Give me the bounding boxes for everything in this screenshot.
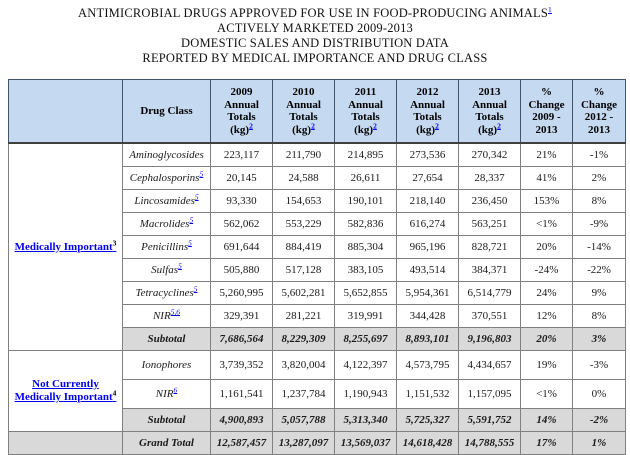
value-cell: 4,122,397 bbox=[335, 351, 397, 380]
footnote-link[interactable]: 5 bbox=[193, 284, 198, 294]
col-header-2013 bbox=[459, 80, 521, 144]
value-cell: 517,128 bbox=[273, 259, 335, 282]
value-cell: 329,391 bbox=[211, 305, 273, 328]
value-cell: 7,686,564 bbox=[211, 328, 273, 351]
value-cell: 14,788,555 bbox=[459, 432, 521, 455]
annual-label: Annual bbox=[286, 98, 321, 111]
value-cell: 21% bbox=[521, 143, 573, 167]
value-cell: -3% bbox=[573, 351, 626, 380]
annual-label: Annual bbox=[348, 98, 383, 111]
value-cell: 6,514,779 bbox=[459, 282, 521, 305]
drug-class-cell: Cephalosporins$^5$ bbox=[123, 167, 211, 190]
value-cell: 344,428 bbox=[397, 305, 459, 328]
value-cell: 20,145 bbox=[211, 167, 273, 190]
footnote-2-link[interactable]: 2 bbox=[497, 120, 501, 130]
range-start: 2012 - bbox=[584, 111, 614, 123]
value-cell: 14,618,428 bbox=[397, 432, 459, 455]
subtotal-label-cell: Subtotal bbox=[123, 328, 211, 351]
value-cell: 0% bbox=[573, 380, 626, 409]
totals-label: Totals bbox=[289, 111, 318, 123]
value-cell: 218,140 bbox=[397, 190, 459, 213]
footnote-1-link[interactable]: 1 bbox=[548, 4, 552, 14]
value-cell: 383,105 bbox=[335, 259, 397, 282]
year-label: 2012 bbox=[416, 86, 439, 98]
value-cell: 12,587,457 bbox=[211, 432, 273, 455]
totals-label: Totals bbox=[227, 111, 256, 123]
value-cell: 273,536 bbox=[397, 143, 459, 167]
value-cell: 8% bbox=[573, 305, 626, 328]
year-label: 2009 bbox=[230, 86, 253, 98]
value-cell: 27,654 bbox=[397, 167, 459, 190]
value-cell: 14% bbox=[521, 409, 573, 432]
footnote-2-link[interactable]: 2 bbox=[435, 120, 439, 130]
footnote-3-marker: 3 bbox=[112, 237, 117, 247]
drug-class-cell: Aminoglycosides bbox=[123, 143, 211, 167]
title-line-4: REPORTED BY MEDICAL IMPORTANCE AND DRUG CLASS bbox=[142, 51, 488, 65]
pct-sign: % bbox=[541, 86, 552, 98]
col-header-2009 bbox=[211, 80, 273, 144]
value-cell: 24,588 bbox=[273, 167, 335, 190]
totals-label: Totals bbox=[413, 111, 442, 123]
annual-label: Annual bbox=[472, 98, 507, 111]
footnote-link[interactable]: 6 bbox=[173, 385, 178, 395]
pct-sign: % bbox=[593, 86, 605, 98]
col-header-pct-change-2012-2013 bbox=[573, 80, 626, 144]
range-end: 2013 bbox=[535, 123, 558, 136]
value-cell: 965,196 bbox=[397, 236, 459, 259]
value-cell: 270,342 bbox=[459, 143, 521, 167]
value-cell: 17% bbox=[521, 432, 573, 455]
value-cell: 211,790 bbox=[273, 143, 335, 167]
value-cell: <1% bbox=[521, 213, 573, 236]
drug-class-cell: Sulfas$^5$ bbox=[123, 259, 211, 282]
kg-label: (kg)$^2$ bbox=[478, 120, 501, 136]
value-cell: 1,237,784 bbox=[273, 380, 335, 409]
value-cell: 1,157,095 bbox=[459, 380, 521, 409]
footnote-4-marker: 4 bbox=[112, 388, 117, 398]
value-cell: 2% bbox=[573, 167, 626, 190]
value-cell: 4,900,893 bbox=[211, 409, 273, 432]
value-cell: 5,260,995 bbox=[211, 282, 273, 305]
document-title-block bbox=[0, 0, 630, 66]
footnote-link[interactable]: 5,6 bbox=[170, 307, 181, 317]
value-cell: 190,101 bbox=[335, 190, 397, 213]
value-cell: 691,644 bbox=[211, 236, 273, 259]
footnote-link[interactable]: 5 bbox=[189, 215, 194, 225]
not-currently-medically-important-link[interactable]: Not Currently Medically Important$^4$ bbox=[14, 378, 117, 403]
annual-label: Annual bbox=[410, 98, 445, 111]
value-cell: -9% bbox=[573, 213, 626, 236]
value-cell: 553,229 bbox=[273, 213, 335, 236]
value-cell: 41% bbox=[521, 167, 573, 190]
kg-label: (kg)$^2$ bbox=[354, 120, 377, 136]
footnote-2-link[interactable]: 2 bbox=[373, 120, 377, 130]
value-cell: 370,551 bbox=[459, 305, 521, 328]
range-start: 2009 - bbox=[532, 111, 561, 123]
change-label: Change bbox=[528, 98, 565, 111]
drug-class-cell: Penicillins$^5$ bbox=[123, 236, 211, 259]
value-cell: 153% bbox=[521, 190, 573, 213]
value-cell: 5,602,281 bbox=[273, 282, 335, 305]
value-cell: 5,313,340 bbox=[335, 409, 397, 432]
value-cell: 19% bbox=[521, 351, 573, 380]
value-cell: 3,820,004 bbox=[273, 351, 335, 380]
table-row-ionophores bbox=[9, 351, 626, 380]
value-cell: 3,739,352 bbox=[211, 351, 273, 380]
value-cell: 384,371 bbox=[459, 259, 521, 282]
value-cell: 3% bbox=[573, 328, 626, 351]
col-header-2010 bbox=[273, 80, 335, 144]
footnote-link[interactable]: 5 bbox=[199, 169, 204, 179]
value-cell: 5,652,855 bbox=[335, 282, 397, 305]
range-end: 2013 bbox=[588, 123, 610, 136]
drug-class-cell: NIR$^{5,6}$ bbox=[123, 305, 211, 328]
value-cell: 562,062 bbox=[211, 213, 273, 236]
subtotal-label-cell: Subtotal bbox=[123, 409, 211, 432]
value-cell: 1% bbox=[573, 432, 626, 455]
value-cell: <1% bbox=[521, 380, 573, 409]
title-line-1 bbox=[0, 6, 630, 21]
value-cell: 28,337 bbox=[459, 167, 521, 190]
footnote-link[interactable]: 5 bbox=[178, 261, 182, 271]
year-label: 2013 bbox=[478, 86, 501, 98]
kg-label: (kg)$^2$ bbox=[416, 120, 439, 136]
value-cell: 8,893,101 bbox=[397, 328, 459, 351]
value-cell: 884,419 bbox=[273, 236, 335, 259]
value-cell: 1,190,943 bbox=[335, 380, 397, 409]
value-cell: 616,274 bbox=[397, 213, 459, 236]
annual-label: Annual bbox=[224, 98, 259, 111]
group-cell-medically-important bbox=[9, 143, 123, 351]
value-cell: 13,569,037 bbox=[335, 432, 397, 455]
value-cell: 12% bbox=[521, 305, 573, 328]
kg-label: (kg)$^2$ bbox=[292, 120, 315, 136]
drug-class-cell: Tetracyclines$^5$ bbox=[123, 282, 211, 305]
value-cell: 8,255,697 bbox=[335, 328, 397, 351]
value-cell: 885,304 bbox=[335, 236, 397, 259]
value-cell: 9% bbox=[573, 282, 626, 305]
grand-total-row bbox=[9, 432, 626, 455]
value-cell: 9,196,803 bbox=[459, 328, 521, 351]
value-cell: 4,434,657 bbox=[459, 351, 521, 380]
grand-total-left-cell bbox=[9, 432, 123, 455]
value-cell: 5,591,752 bbox=[459, 409, 521, 432]
col-header-pct-change-2009-2013 bbox=[521, 80, 573, 144]
value-cell: 8,229,309 bbox=[273, 328, 335, 351]
footnote-link[interactable]: 5 bbox=[194, 192, 199, 202]
value-cell: -14% bbox=[573, 236, 626, 259]
change-label: Change bbox=[580, 98, 618, 111]
value-cell: -24% bbox=[521, 259, 573, 282]
value-cell: 223,117 bbox=[211, 143, 273, 167]
drug-class-cell: Lincosamides$^5$ bbox=[123, 190, 211, 213]
value-cell: 154,653 bbox=[273, 190, 335, 213]
grand-total-label-cell: Grand Total bbox=[123, 432, 211, 455]
value-cell: 8% bbox=[573, 190, 626, 213]
value-cell: -1% bbox=[573, 143, 626, 167]
footnote-link[interactable]: 5 bbox=[188, 238, 192, 248]
footnote-2-link[interactable]: 2 bbox=[249, 120, 253, 130]
value-cell: 5,954,361 bbox=[397, 282, 459, 305]
value-cell: 582,836 bbox=[335, 213, 397, 236]
value-cell: 26,611 bbox=[335, 167, 397, 190]
header-row bbox=[9, 80, 626, 144]
value-cell: -22% bbox=[573, 259, 626, 282]
totals-label: Totals bbox=[351, 111, 380, 123]
title-text: ANTIMICROBIAL DRUGS APPROVED FOR USE IN FOOD-PRODUCING ANIMALS bbox=[78, 6, 548, 20]
totals-label: Totals bbox=[475, 111, 504, 123]
year-label: 2011 bbox=[354, 86, 377, 98]
value-cell: 1,151,532 bbox=[397, 380, 459, 409]
value-cell: 505,880 bbox=[211, 259, 273, 282]
value-cell: 281,221 bbox=[273, 305, 335, 328]
value-cell: 1,161,541 bbox=[211, 380, 273, 409]
value-cell: 20% bbox=[521, 236, 573, 259]
value-cell: 828,721 bbox=[459, 236, 521, 259]
table-row-aminoglycosides bbox=[9, 143, 626, 167]
sales-distribution-table bbox=[8, 79, 626, 455]
value-cell: 563,251 bbox=[459, 213, 521, 236]
drug-class-cell: Ionophores bbox=[123, 351, 211, 380]
col-header-2012 bbox=[397, 80, 459, 144]
drug-class-cell: Macrolides$^5$ bbox=[123, 213, 211, 236]
footnote-2-link[interactable]: 2 bbox=[311, 120, 315, 130]
value-cell: 4,573,795 bbox=[397, 351, 459, 380]
value-cell: -2% bbox=[573, 409, 626, 432]
value-cell: 493,514 bbox=[397, 259, 459, 282]
value-cell: 5,057,788 bbox=[273, 409, 335, 432]
col-header-drug-class: Drug Class bbox=[123, 80, 211, 144]
group-cell-not-currently-medically-important bbox=[9, 351, 123, 432]
col-header-2011 bbox=[335, 80, 397, 144]
title-line-3: DOMESTIC SALES AND DISTRIBUTION DATA bbox=[180, 36, 449, 50]
value-cell: 24% bbox=[521, 282, 573, 305]
value-cell: 13,287,097 bbox=[273, 432, 335, 455]
value-cell: 20% bbox=[521, 328, 573, 351]
value-cell: 214,895 bbox=[335, 143, 397, 167]
medically-important-link[interactable]: Medically Important$^3$ bbox=[14, 237, 117, 253]
value-cell: 319,991 bbox=[335, 305, 397, 328]
title-line-2: ACTIVELY MARKETED 2009-2013 bbox=[216, 21, 414, 35]
corner-cell bbox=[9, 80, 123, 144]
kg-label: (kg)$^2$ bbox=[230, 120, 253, 136]
year-label: 2010 bbox=[292, 86, 315, 98]
value-cell: 236,450 bbox=[459, 190, 521, 213]
value-cell: 93,330 bbox=[211, 190, 273, 213]
value-cell: 5,725,327 bbox=[397, 409, 459, 432]
drug-class-cell: NIR$^6$ bbox=[123, 380, 211, 409]
